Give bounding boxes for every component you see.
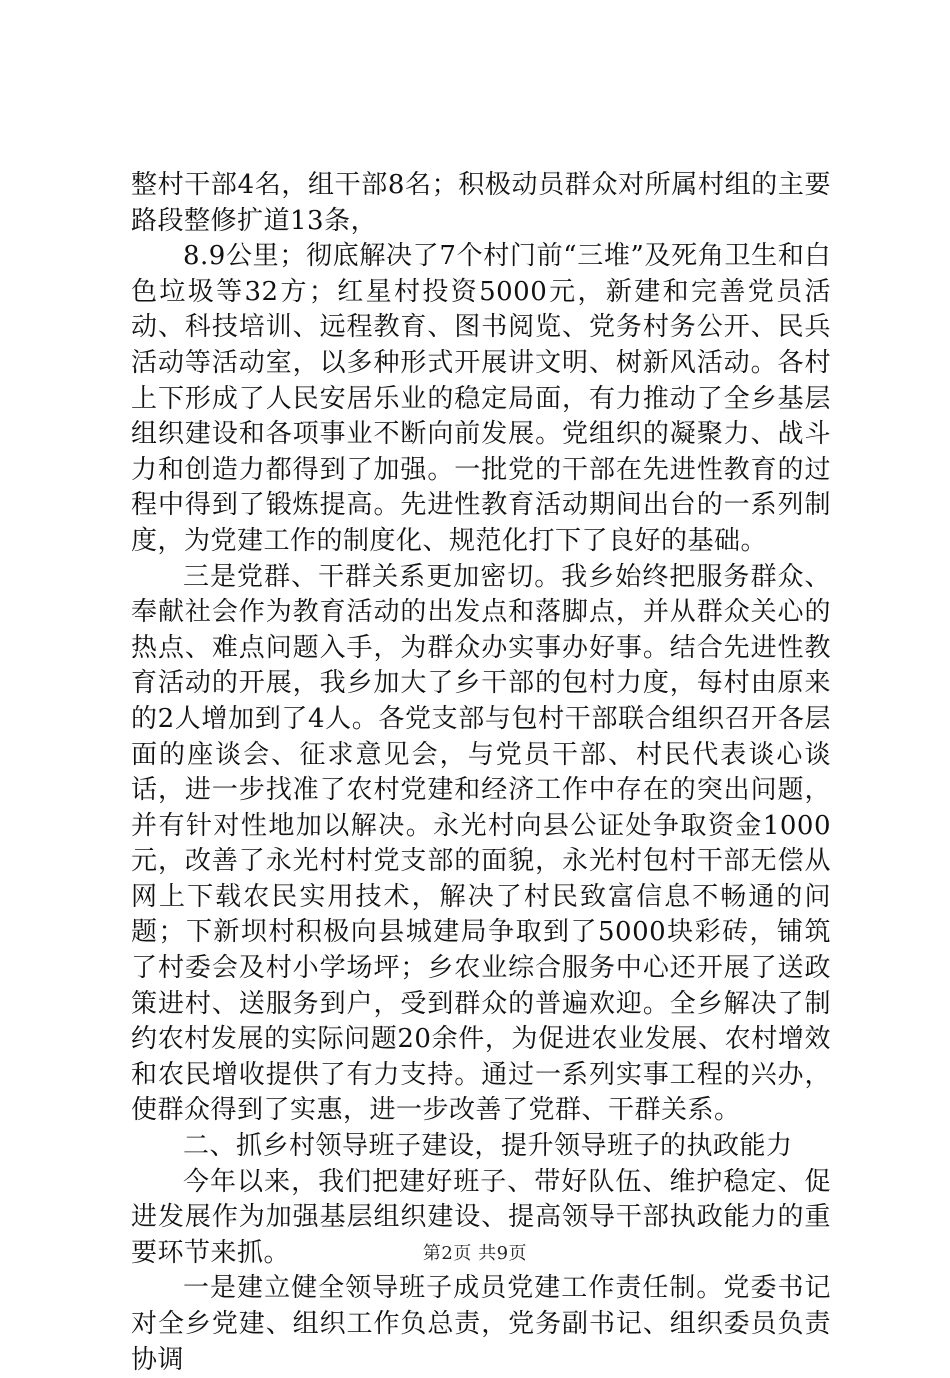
paragraph-2: 8.9公里；彻底解决了7个村门前“三堆”及死角卫生和白色垃圾等32方；红星村投资5000元，新建和完善党员活动、科技培训、远程教育、图书阅览、党务村务公开、民兵活动等活动室，以多种形式开展讲文明、树新风活动。各村上下形成了人民安居乐业的稳定局面，有力推动了全乡基层组织建设和各项事业不断向前发展。党组织的凝聚力、战斗力和创造力都得到了加强。一批党的干部在先进性教育的过程中得到了锻炼提高。先进性教育活动期间出台的一系列制度，为党建工作的制度化、规范化打下了良好的基础。 [131,241,831,556]
paragraph-4: 今年以来，我们把建好班子、带好队伍、维护稳定、促进发展作为加强基层组织建设、提高领导干部执政能力的重要环节来抓。 [131,1166,831,1268]
paragraph-3: 三是党群、干群关系更加密切。我乡始终把服务群众、奉献社会作为教育活动的出发点和落脚点，并从群众关心的热点、难点问题入手，为群众办实事办好事。结合先进性教育活动的开展，我乡加大了乡干部的包村力度，每村由原来的2人增加到了4人。各党支部与包村干部联合组织召开各层面的座谈会、征求意见会，与党员干部、村民代表谈心谈话，进一步找准了农村党建和经济工作中存在的突出问题，并有针对性地加以解决。永光村向县公证处争取资金1000元，改善了永光村村党支部的面貌，永光村包村干部无偿从网上下载农民实用技术，解决了村民致富信息不畅通的问题；下新坝村积极向县城建局争取到了5000块彩砖，铺筑了村委会及村小学场坪；乡农业综合服务中心还开展了送政策进村、送服务到户，受到群众的普遍欢迎。全乡解决了制约农村发展的实际问题20余件，为促进农业发展、农村增效和农民增收提供了有力支持。通过一系列实事工程的兴办，使群众得到了实惠，进一步改善了党群、干群关系。 [131,561,831,1126]
paragraph-1: 整村干部4名，组干部8名；积极动员群众对所属村组的主要路段整修扩道13条， [131,170,831,236]
paragraph-5: 一是建立健全领导班子成员党建工作责任制。党委书记对全乡党建、组织工作负总责，党务副书记、组织委员负责协调 [131,1273,831,1375]
section-heading: 二、抓乡村领导班子建设，提升领导班子的执政能力 [183,1131,793,1162]
page-number-label: 第2页 共9页 [422,1243,528,1264]
page-footer [0,1243,950,1265]
document-body [131,168,831,1378]
